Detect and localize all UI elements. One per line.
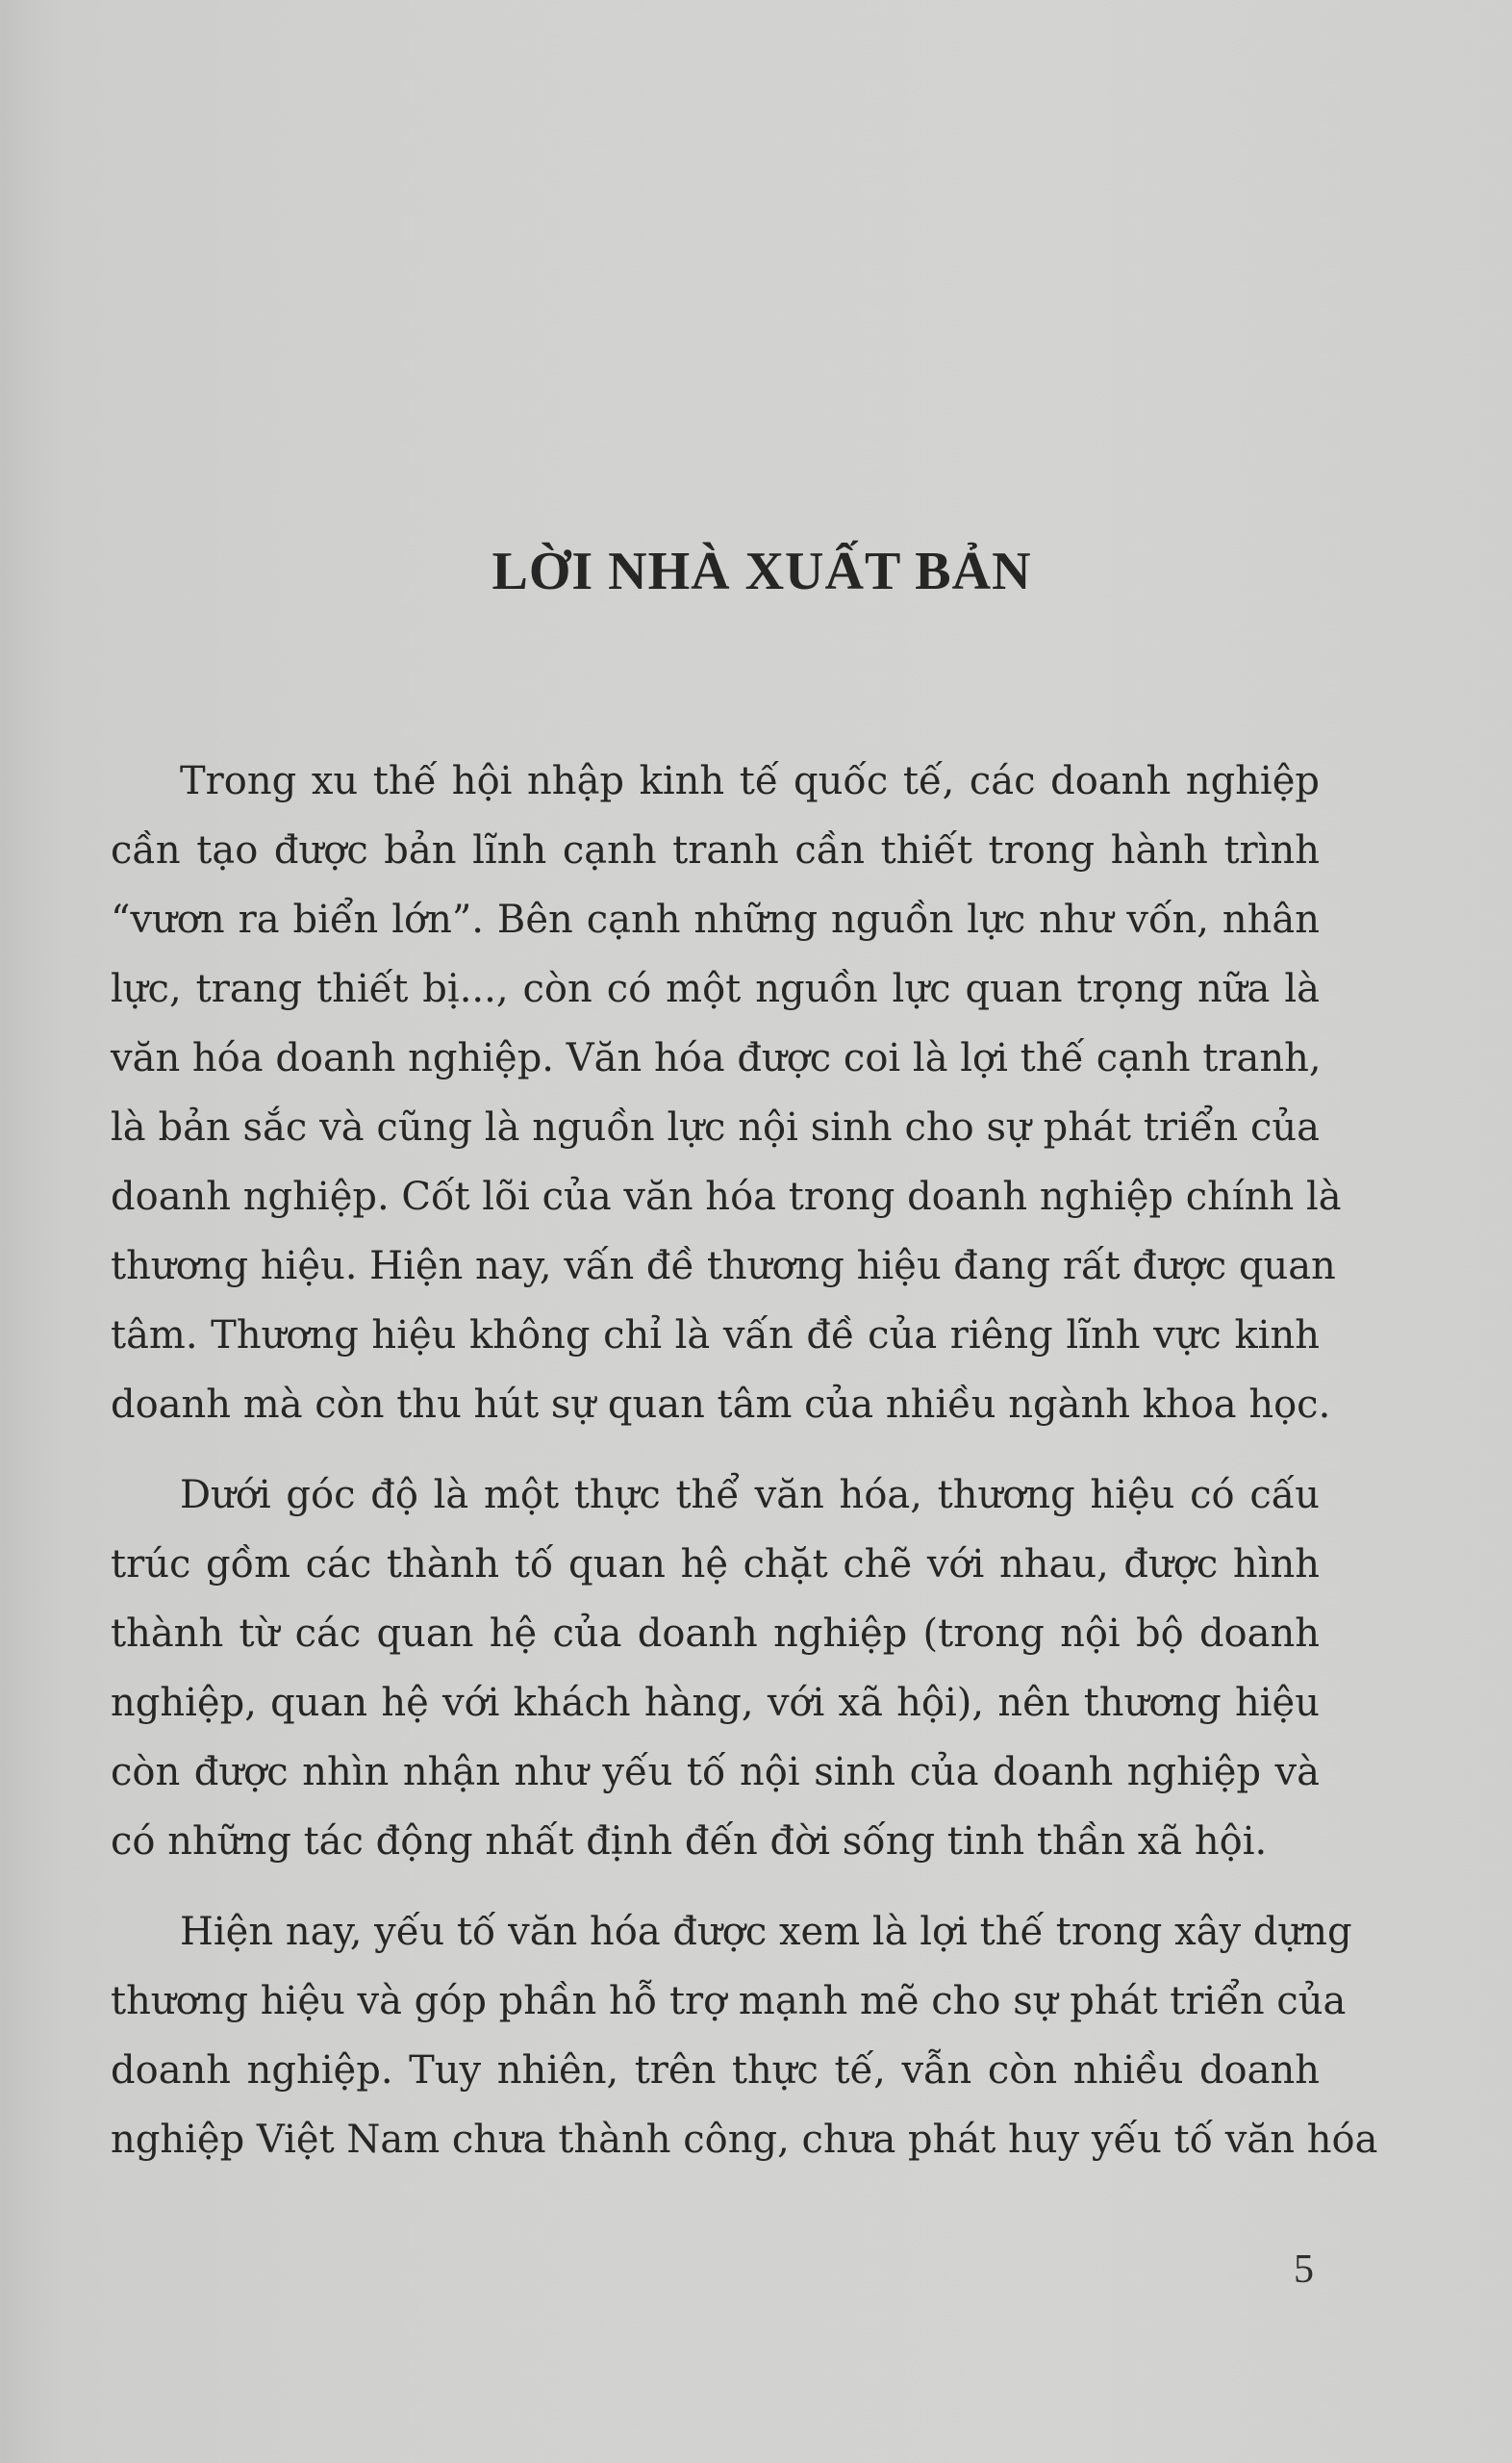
text-line: “vươn ra biển lớn”. Bên cạnh những nguồn lực như vốn, nhân bbox=[111, 898, 1320, 942]
text-line: thương hiệu. Hiện nay, vấn đề thương hiệu đang rất được quan bbox=[111, 1244, 1336, 1288]
text-line: doanh mà còn thu hút sự quan tâm của nhiều ngành khoa học. bbox=[111, 1383, 1331, 1427]
text-line: nghiệp Việt Nam chưa thành công, chưa phát huy yếu tố văn hóa bbox=[111, 2118, 1378, 2162]
paragraph-gap bbox=[111, 1439, 1320, 1460]
text-line: có những tác động nhất định đến đời sống tinh thần xã hội. bbox=[111, 1819, 1268, 1864]
paragraph-3 bbox=[111, 1897, 1378, 2174]
text-line: doanh nghiệp. Tuy nhiên, trên thực tế, vẫn còn nhiều doanh bbox=[111, 2048, 1320, 2093]
text-line: tâm. Thương hiệu không chỉ là vấn đề của riêng lĩnh vực kinh bbox=[111, 1313, 1320, 1358]
text-line: trúc gồm các thành tố quan hệ chặt chẽ với nhau, được hình bbox=[111, 1542, 1320, 1587]
paragraph-1 bbox=[111, 747, 1342, 1439]
text-line: doanh nghiệp. Cốt lõi của văn hóa trong doanh nghiệp chính là bbox=[111, 1175, 1342, 1219]
text-line: Hiện nay, yếu tố văn hóa được xem là lợi thế trong xây dựng bbox=[180, 1910, 1352, 1954]
text-line: Dưới góc độ là một thực thể văn hóa, thương hiệu có cấu bbox=[180, 1473, 1320, 1517]
body-text bbox=[111, 747, 1378, 2174]
text-line: lực, trang thiết bị..., còn có một nguồn lực quan trọng nữa là bbox=[111, 967, 1320, 1011]
text-line: văn hóa doanh nghiệp. Văn hóa được coi là lợi thế cạnh tranh, bbox=[111, 1036, 1322, 1080]
paragraph-gap bbox=[111, 1876, 1320, 1897]
page-title: LỜI NHÀ XUẤT BẢN bbox=[491, 542, 1032, 601]
text-line: là bản sắc và cũng là nguồn lực nội sinh cho sự phát triển của bbox=[111, 1105, 1320, 1150]
text-line: thương hiệu và góp phần hỗ trợ mạnh mẽ cho sự phát triển của bbox=[111, 1979, 1347, 2023]
paragraph-2 bbox=[111, 1460, 1320, 1876]
page-number: 5 bbox=[1294, 2247, 1314, 2292]
text-line: cần tạo được bản lĩnh cạnh tranh cần thiết trong hành trình bbox=[111, 828, 1320, 873]
text-line: Trong xu thế hội nhập kinh tế quốc tế, các doanh nghiệp bbox=[180, 759, 1320, 803]
text-line: nghiệp, quan hệ với khách hàng, với xã hội), nên thương hiệu bbox=[111, 1681, 1320, 1725]
text-line: còn được nhìn nhận như yếu tố nội sinh của doanh nghiệp và bbox=[111, 1750, 1320, 1794]
text-line: thành từ các quan hệ của doanh nghiệp (trong nội bộ doanh bbox=[111, 1612, 1320, 1656]
